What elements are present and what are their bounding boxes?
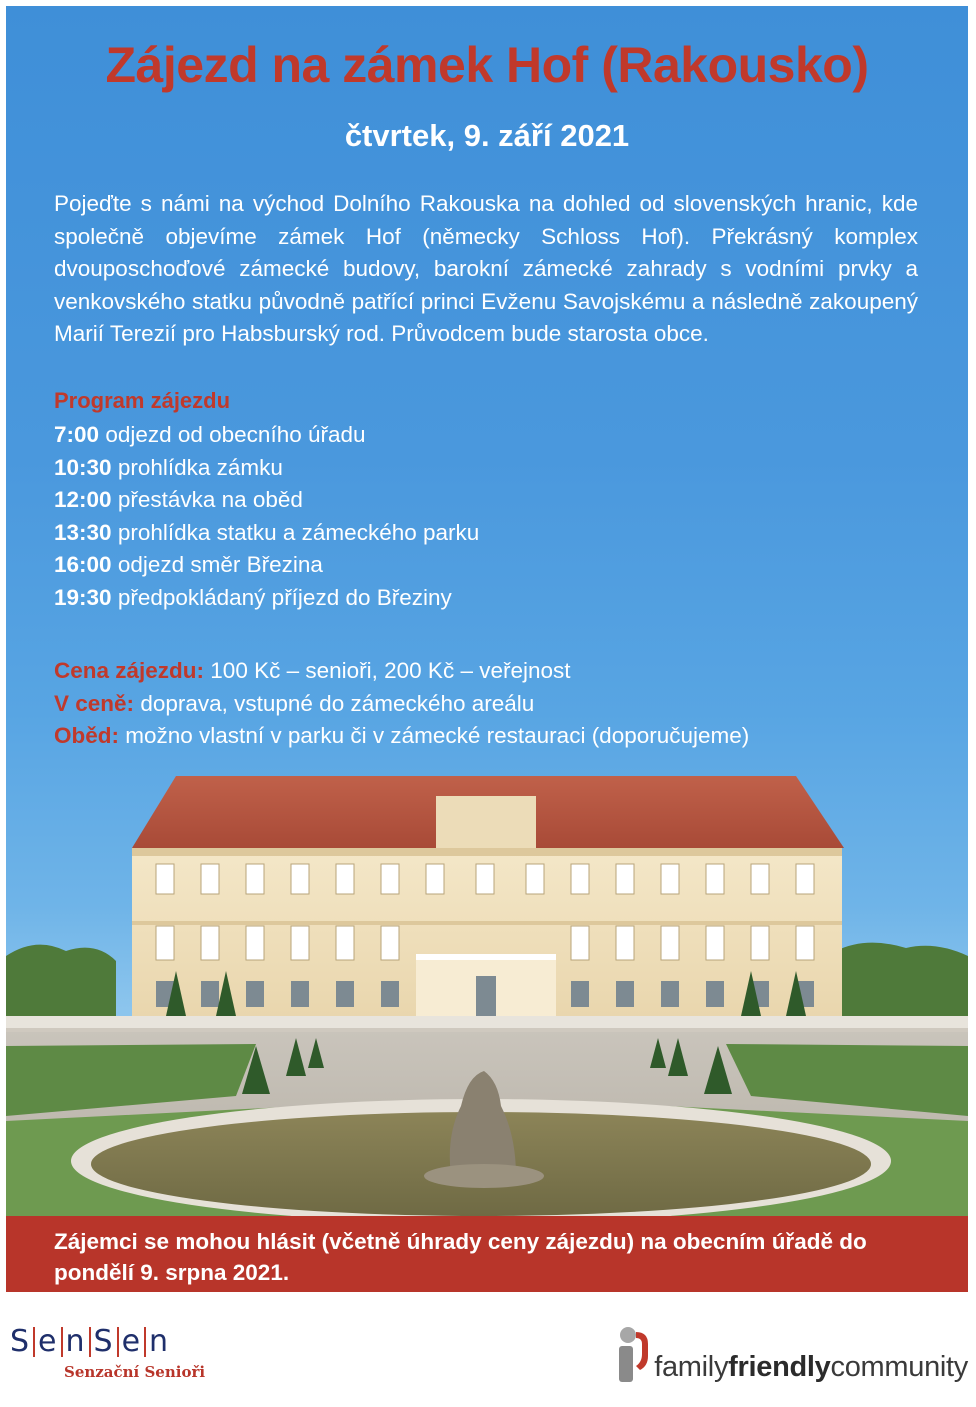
- sensen-logo: [10, 1324, 205, 1381]
- info-label: Oběd:: [54, 723, 119, 748]
- info-price: [54, 655, 749, 688]
- ffc-figure-icon: [614, 1326, 650, 1384]
- info-included: [54, 688, 749, 721]
- info-label: V ceně:: [54, 690, 135, 716]
- sensen-letter: n: [65, 1324, 86, 1359]
- program-text: prohlídka zámku: [117, 454, 283, 480]
- program-text: prohlídka statku a zámeckého parku: [117, 519, 480, 545]
- program-item: [54, 484, 479, 517]
- program-item: [54, 419, 479, 452]
- program-time: 19:30: [54, 584, 112, 610]
- sensen-letter: e: [121, 1324, 142, 1359]
- banner-text: Zájemci se mohou hlásit (včetně úhrady ceny zájezdu) na obecním úřadě do pondělí 9. srpna 2021.: [54, 1229, 867, 1285]
- poster: [6, 6, 968, 1292]
- program-item: [54, 517, 479, 550]
- program-text: odjezd směr Březina: [117, 552, 323, 577]
- program-heading: Program zájezdu: [54, 388, 231, 413]
- ffc-word-family: family: [654, 1351, 729, 1383]
- ffc-wordmark: [654, 1351, 968, 1384]
- program-time: 7:00: [54, 422, 100, 447]
- program-time: 13:30: [54, 519, 112, 545]
- trip-info: [54, 655, 749, 753]
- program-list: [54, 419, 479, 614]
- sensen-letter: n: [149, 1324, 170, 1359]
- poster-title: Zájezd na zámek Hof (Rakousko): [105, 37, 869, 93]
- program-time: 12:00: [54, 487, 112, 512]
- info-text: možno vlastní v parku či v zámecké restauraci (doporučujeme): [125, 723, 750, 748]
- info-text: 100 Kč – senioři, 200 Kč – veřejnost: [210, 658, 571, 683]
- sensen-subtitle: Senzační Senioři: [64, 1363, 206, 1381]
- sensen-wordmark: [10, 1324, 205, 1359]
- info-text: doprava, vstupné do zámeckého areálu: [140, 690, 535, 716]
- ffc-word-friendly: friendly: [728, 1351, 831, 1383]
- info-lunch: [54, 720, 749, 753]
- program-item: [54, 452, 479, 485]
- event-date: čtvrtek, 9. září 2021: [344, 118, 630, 153]
- program-item: [54, 549, 479, 582]
- info-label: Cena zájezdu:: [54, 658, 205, 683]
- program-time: 16:00: [54, 552, 112, 577]
- program-text: odjezd od obecního úřadu: [105, 422, 366, 447]
- program-item: [54, 582, 479, 615]
- program-text: přestávka na oběd: [117, 487, 303, 512]
- intro-paragraph: Pojeďte s námi na východ Dolního Rakouska na dohled od slovenských hranic, kde společně objevíme zámek Hof (německy Schloss Hof). Překrásný komplex dvouposchoďové zámecké budovy, barokní zámecké zahrady s vodními prvky a venkovského statku původně patřící princi Evženu Savojskému a následně zakoupený Marií Terezií pro Habsburský rod. Průvodcem bude starosta obce.: [54, 191, 918, 346]
- registration-banner: [6, 1216, 968, 1292]
- castle-photo: [6, 776, 968, 1216]
- program-time: 10:30: [54, 454, 112, 480]
- sensen-letter: S: [93, 1324, 114, 1359]
- ffc-word-community: community: [830, 1351, 968, 1383]
- sensen-letter: e: [38, 1324, 58, 1359]
- family-friendly-community-logo: [614, 1326, 968, 1384]
- program-text: předpokládaný příjezd do Březiny: [117, 584, 452, 610]
- sensen-letter: S: [10, 1324, 31, 1359]
